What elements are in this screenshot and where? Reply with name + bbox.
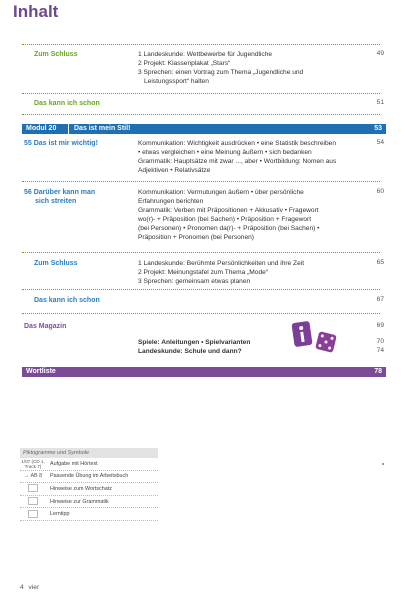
legend-row [20, 458, 158, 471]
legend-heading: Piktogramme und Symbole [20, 448, 158, 458]
legend-row [20, 471, 158, 484]
page-footer [20, 584, 39, 591]
workbook-arrow-icon: → AB 8 [23, 472, 43, 479]
audio-track-icon: 1/07 (CD 1, Track 7) [21, 458, 45, 469]
section-label-das-kann-ich-schon-1[interactable]: Das kann ich schon [34, 100, 100, 107]
dotted-divider [22, 114, 380, 115]
dotted-divider [22, 252, 380, 253]
section-label-zum-schluss-1[interactable]: Zum Schluss [34, 51, 78, 58]
magazin-line: Landeskunde: Schule und dann? [138, 348, 242, 355]
legend-text: Hinweise zur Grammatik [50, 498, 109, 505]
content-line: Adjektiven • Relativsätze [138, 167, 211, 174]
page-number: 74 [376, 347, 384, 354]
content-line: 3 Sprechen: einen Vortrag zum Thema „Jugendliche und [138, 69, 304, 76]
legend-text: Lerntipp [50, 511, 70, 518]
legend-row [20, 483, 158, 496]
legend-row [20, 496, 158, 509]
section-label-zum-schluss-2[interactable]: Zum Schluss [34, 260, 78, 267]
page-title: Inhalt [13, 2, 59, 21]
dotted-divider [22, 181, 380, 182]
content-line: wo(r)- + Präposition (bei Sachen) • Präposition + Fragewort [138, 216, 312, 223]
page-number: 49 [376, 50, 384, 57]
section-label-das-kann-ich-schon-2[interactable]: Das kann ich schon [34, 297, 100, 304]
dotted-divider [22, 93, 380, 94]
dotted-divider [22, 44, 380, 45]
content-line: Grammatik: Hauptsätze mit zwar ..., aber • Wortbildung: Nomen aus [138, 158, 337, 165]
lesson-55-content [138, 139, 368, 175]
magazin-content [138, 338, 358, 356]
section-label-das-magazin[interactable]: Das Magazin [24, 323, 67, 330]
page-number: 65 [376, 259, 384, 266]
content-line: (bei Personen) • Pronomen da(r)- + Präposition (bei Sachen) • [138, 225, 320, 232]
legend-text: Hinweise zum Wortschatz [50, 485, 112, 492]
lesson-56-label-line2: sich streiten [35, 198, 77, 205]
grammar-icon [20, 497, 46, 506]
content-line: 3 Sprechen: gemeinsam etwas planen [138, 278, 251, 285]
page-number: 60 [376, 188, 384, 195]
content-line: Erfahrungen berichten [138, 198, 204, 205]
modul-number: Modul 20 [26, 125, 57, 132]
footer-page-number: 4 [20, 584, 24, 591]
lesson-56-label[interactable] [24, 188, 95, 206]
dotted-divider [22, 289, 380, 290]
wortliste-bar[interactable] [22, 367, 386, 377]
page-number: 54 [376, 139, 384, 146]
footer-page-word: vier [28, 584, 40, 591]
block2-content [138, 259, 358, 286]
content-line: Kommunikation: Wichtigkeit ausdrücken • eine Statistik beschreiben [138, 140, 337, 147]
content-line: 2 Projekt: Meinungstafel zum Thema „Mode“ [138, 269, 268, 276]
content-line: Leistungssport“ halten [144, 78, 209, 85]
block1-content [138, 50, 358, 86]
lesson-55-label[interactable]: 55 Das ist mir wichtig! [24, 140, 98, 147]
content-line: • etwas vergleichen • eine Meinung äußern • sich bedanken [138, 149, 312, 156]
legend-text: Aufgabe mit Hörtext [50, 460, 98, 467]
modul-20-bar[interactable] [22, 124, 386, 134]
learning-tip-icon [20, 510, 46, 519]
page-number: 51 [376, 99, 384, 106]
modul-title: Das ist mein Stil! [74, 125, 131, 132]
page-number: 70 [376, 338, 384, 345]
page-number: 53 [374, 125, 382, 132]
page-number: 67 [376, 296, 384, 303]
wortliste-label: Wortliste [26, 368, 56, 375]
content-line: Grammatik: Verben mit Präpositionen + Akkusativ • Fragewort [138, 207, 319, 214]
magazin-line: Spiele: Anleitungen • Spielvarianten [138, 339, 251, 346]
vocabulary-icon [20, 484, 46, 493]
page-number: 78 [374, 368, 382, 375]
content-line: Präposition + Pronomen (bei Personen) [138, 234, 255, 241]
content-line: 2 Projekt: Klassenplakat „Stars“ [138, 60, 231, 67]
content-line: 1 Landeskunde: Berühmte Persönlichkeiten und ihre Zeit [138, 260, 305, 267]
lesson-56-label-line1: 56 Darüber kann man [24, 189, 96, 196]
lesson-56-content [138, 188, 370, 242]
legend-box [20, 448, 158, 521]
page-number: 69 [376, 322, 384, 329]
decorative-dot [382, 463, 384, 465]
legend-text: Passende Übung im Arbeitsbuch [50, 473, 129, 480]
legend-row [20, 508, 158, 521]
content-line: Kommunikation: Vermutungen äußern • über persönliche [138, 189, 304, 196]
bar-separator [68, 124, 69, 134]
dotted-divider [22, 313, 380, 314]
content-line: 1 Landeskunde: Wettbewerbe für Jugendliche [138, 51, 273, 58]
